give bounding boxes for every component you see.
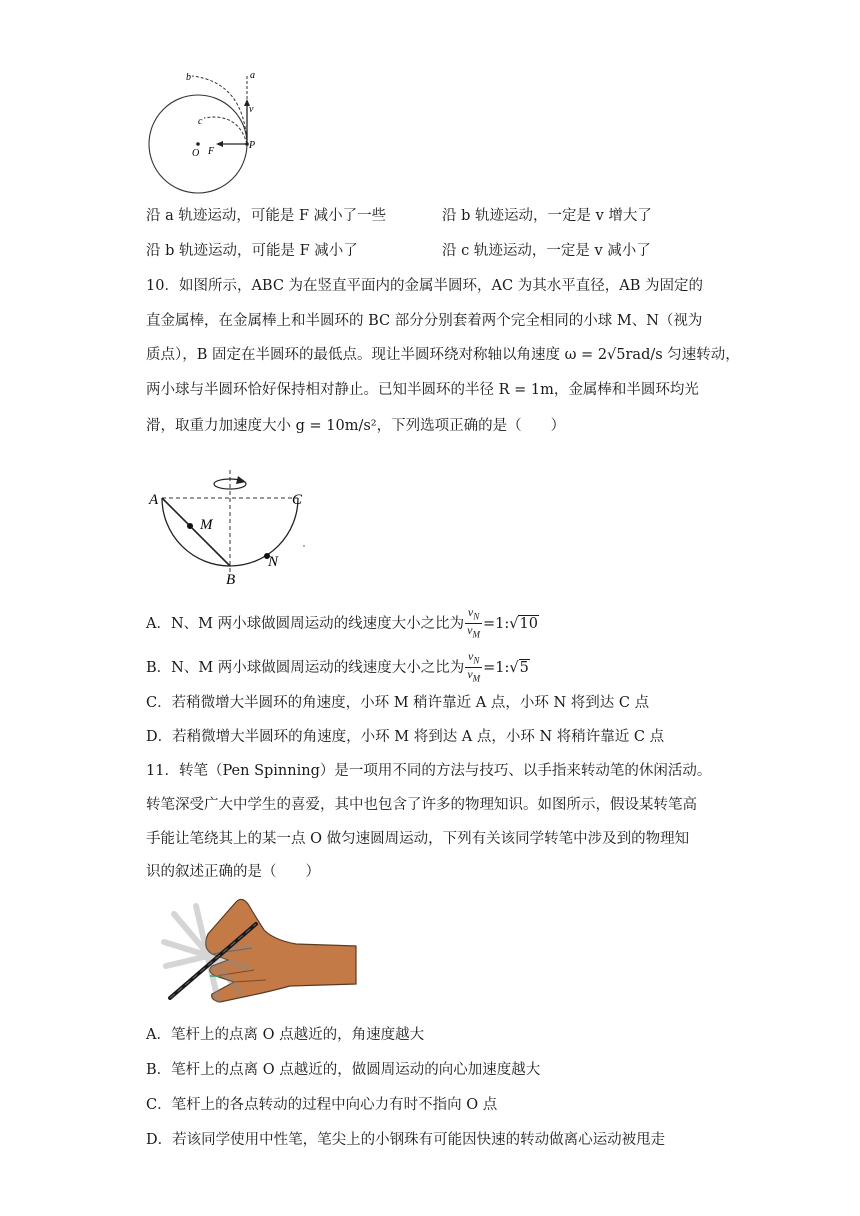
q10-label-m: M bbox=[200, 517, 213, 533]
q10-line-2: 直金属棒，在金属棒上和半圆环的 BC 部分分别套着两个完全相同的小球 M、N（视为 bbox=[146, 313, 703, 329]
q10-figure bbox=[146, 468, 316, 586]
q11-line-3: 手能让笔绕其上的某一点 O 做匀速圆周运动，下列有关该同学转笔中涉及到的物理知 bbox=[146, 831, 690, 847]
q10-option-b-fraction: $\frac{v_N}{v_M}$ bbox=[467, 649, 481, 684]
q10-option-a-text: A．N、M 两小球做圆周运动的线速度大小之比为 bbox=[146, 615, 465, 632]
q9-label-c: c bbox=[198, 116, 203, 127]
q9-label-p: P bbox=[249, 140, 256, 151]
q9-option-c: 沿 b 轨迹运动，可能是 F 减小了 bbox=[146, 243, 358, 259]
q10-option-a-root: 10 bbox=[519, 615, 538, 632]
q11-line-2: 转笔深受广大中学生的喜爱，其中也包含了许多的物理知识。如图所示，假设某转笔高 bbox=[146, 797, 697, 813]
q10-option-a: A．N、M 两小球做圆周运动的线速度大小之比为 $\frac{v_N}{v_M}$ =1:√10 bbox=[146, 605, 538, 640]
q10-label-c: C bbox=[292, 492, 303, 508]
q11-option-d: D．若该同学使用中性笔，笔尖上的小钢珠有可能因快速的转动做离心运动被甩走 bbox=[146, 1132, 666, 1148]
q9-option-a: 沿 a 轨迹运动，可能是 F 减小了一些 bbox=[146, 208, 387, 224]
q10-line-1: 10．如图所示，ABC 为在竖直平面内的金属半圆环，AC 为其水平直径，AB 为固定的 bbox=[146, 278, 703, 294]
q9-option-b: 沿 b 轨迹运动，一定是 v 增大了 bbox=[442, 208, 652, 224]
q9-label-b: b bbox=[186, 72, 191, 83]
q9-figure bbox=[140, 64, 270, 194]
q11-pen-spinning-figure bbox=[156, 896, 360, 1016]
q10-label-n: N bbox=[268, 554, 279, 570]
q10-option-a-ratio: =1: bbox=[482, 615, 510, 632]
q11-option-b: B．笔杆上的点离 O 点越近的，做圆周运动的向心加速度越大 bbox=[146, 1062, 541, 1078]
q10-option-a-fraction: $\frac{v_N}{v_M}$ bbox=[467, 605, 480, 640]
q10-option-b-root: 5 bbox=[519, 659, 529, 676]
q10-line-5: 滑，取重力加速度大小 g = 10m/s²，下列选项正确的是（ ） bbox=[146, 418, 566, 434]
q9-label-a: a bbox=[250, 70, 255, 81]
q10-option-d: D．若稍微增大半圆环的角速度，小环 M 将到达 A 点，小环 N 将稍许靠近 C 点 bbox=[146, 729, 665, 745]
q11-line-1: 11．转笔（Pen Spinning）是一项用不同的方法与技巧、以手指来转动笔的休闲活动。 bbox=[146, 763, 712, 779]
q10-option-b-text: B．N、M 两小球做圆周运动的线速度大小之比为 bbox=[146, 659, 465, 676]
q9-label-f: F bbox=[208, 146, 215, 157]
q9-option-d: 沿 c 轨迹运动，一定是 v 减小了 bbox=[442, 243, 651, 259]
q11-option-a: A．笔杆上的点离 O 点越近的，角速度越大 bbox=[146, 1027, 425, 1043]
q10-label-b: B bbox=[226, 572, 236, 586]
q9-label-o: O bbox=[192, 148, 200, 159]
q9-label-v: v bbox=[249, 104, 254, 115]
q10-line-4: 两小球与半圆环恰好保持相对静止。已知半圆环的半径 R = 1m，金属棒和半圆环均光 bbox=[146, 382, 699, 398]
q10-option-b: B．N、M 两小球做圆周运动的线速度大小之比为 $\frac{v_N}{v_M}$ =1:√5 bbox=[146, 649, 529, 684]
q10-option-c: C．若稍微增大半圆环的角速度，小环 M 稍许靠近 A 点，小环 N 将到达 C 点 bbox=[146, 695, 650, 711]
q10-line-3: 质点），B 固定在半圆环的最低点。现让半圆环绕对称轴以角速度 ω = 2√5rad/s 匀速转动， bbox=[146, 347, 740, 363]
q11-option-c: C．笔杆上的各点转动的过程中向心力有时不指向 O 点 bbox=[146, 1097, 498, 1113]
q10-label-a: A bbox=[149, 492, 159, 508]
q11-line-4: 识的叙述正确的是（ ） bbox=[146, 864, 320, 880]
q10-option-b-ratio: =1: bbox=[483, 659, 510, 676]
